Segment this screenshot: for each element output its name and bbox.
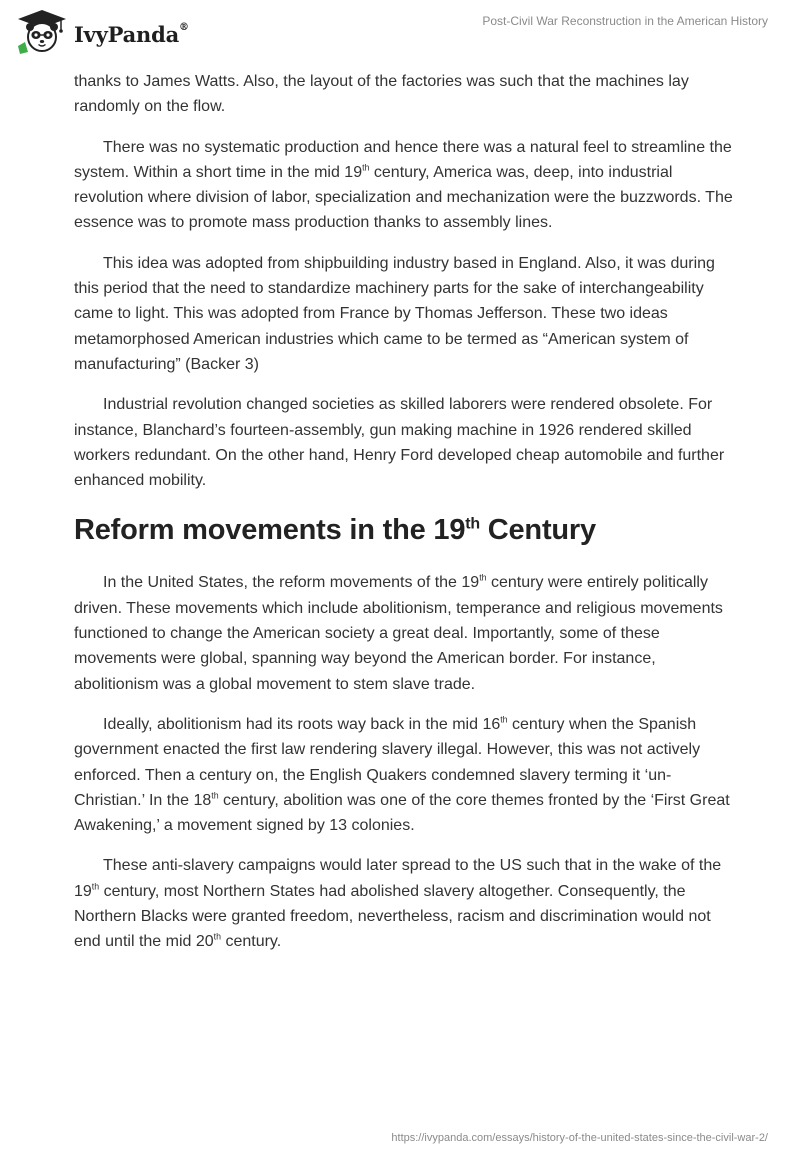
brand-logo[interactable]: [16, 8, 189, 54]
page-header: [0, 0, 800, 70]
paragraph: There was no systematic production and hence there was a natural feel to streamline the system. Within a short time in the mid 19th century, America was, deep, into industrial revolution where division of labor, specialization and mechanization were the buzzwords. The essence was to promote mass production thanks to assembly lines.: [74, 138, 733, 232]
paragraph: In the United States, the reform movements of the 19th century were entirely politically driven. These movements which include abolitionism, temperance and religious movements functioned to change the American society a great deal. Importantly, some of these movements were global, spanning way beyond the American border. For instance, abolitionism was a global movement to stem slave trade.: [74, 573, 723, 693]
paragraph: These anti-slavery campaigns would later spread to the US such that in the wake of the 19th century, most Northern States had abolished slavery altogether. Consequently, the Northern Blacks were granted freedom, nevertheless, racism and discrimination would not end until the mid 20th century.: [74, 857, 722, 951]
paragraph: Industrial revolution changed societies as skilled laborers were rendered obsolete. For instance, Blanchard’s fourteen-assembly, gun making machine in 1926 rendered skilled workers redundant. On the other hand, Henry Ford developed cheap automobile and further enhanced mobility.: [74, 396, 725, 490]
brand-name: IvyPanda®: [74, 21, 189, 47]
paragraph: This idea was adopted from shipbuilding industry based in England. Also, it was during this period that the need to standardize machinery parts for the sake of interchangeability came to light. This was adopted from France by Thomas Jefferson. These two ideas metamorphosed American industries which came to be termed as “American system of manufacturing” (Backer 3): [74, 254, 715, 373]
essay-body: [74, 69, 734, 970]
document-title: Post-Civil War Reconstruction in the American History: [482, 14, 768, 28]
section-heading: Reform movements in the 19th Century: [74, 514, 596, 547]
paragraph: Ideally, abolitionism had its roots way back in the mid 16th century when the Spanish government enacted the first law rendering slavery illegal. However, this was not actively enforced. Then a century on, the English Quakers condemned slavery terming it ‘un-Christian.’ In the 18th century, abolition was one of the core themes fronted by the ‘First Great Awakening,’ a movement signed by 13 colonies.: [74, 714, 730, 835]
panda-graduate-icon: [16, 8, 68, 54]
paragraph-continuation: thanks to James Watts. Also, the layout of the factories was such that the machines lay randomly on the flow.: [74, 73, 689, 116]
source-url-link[interactable]: https://ivypanda.com/essays/history-of-the-united-states-since-the-civil-war-2/: [391, 1132, 768, 1144]
